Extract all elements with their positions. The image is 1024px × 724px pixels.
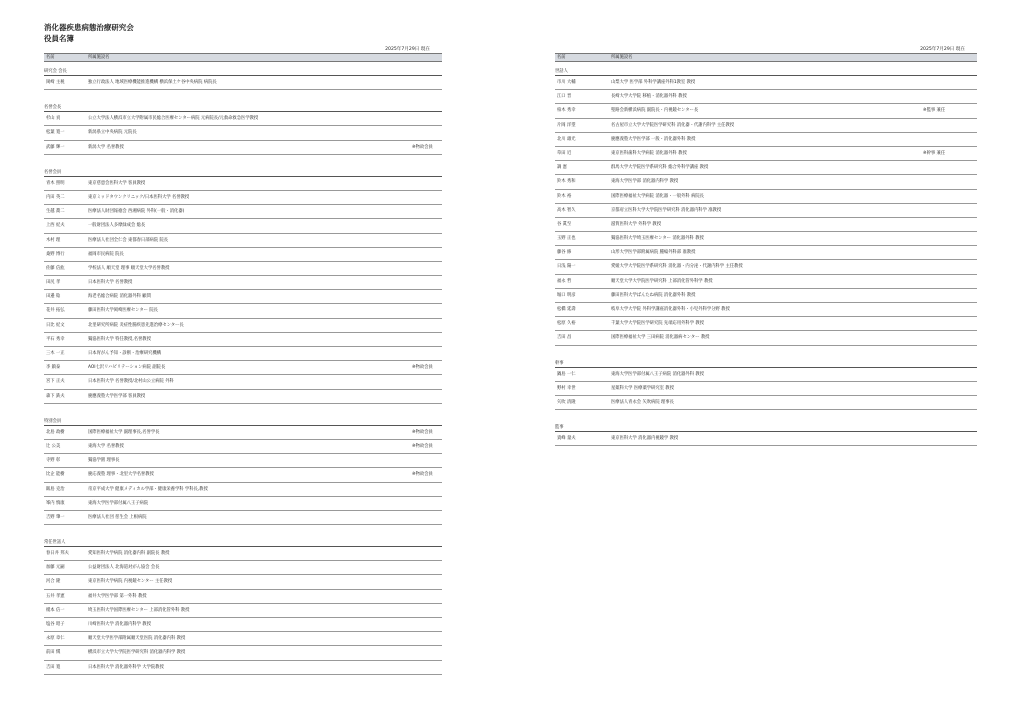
table-row: [555, 76, 977, 90]
table-row: [44, 304, 442, 318]
member-name: 佐藤 信紘: [46, 265, 65, 271]
header-affiliation: 所属施設名: [611, 55, 633, 60]
member-name: 片岡 洋望: [557, 122, 576, 128]
member-name: 福永 哲: [557, 278, 572, 284]
member-affiliation: 藤田医科大学岡崎医療センター 院長: [88, 308, 158, 314]
member-name: 鈴木 裕: [557, 193, 572, 199]
member-affiliation: 東海大学医学部 消化器内科学 教授: [611, 179, 679, 185]
table-row: [555, 246, 977, 260]
date-stamp: 2025年7月29日 現在: [920, 47, 965, 52]
table-row: [44, 468, 442, 482]
member-affiliation: 長崎大学大学院 移植・消化器外科 教授: [611, 94, 687, 100]
document-subtitle: 役員名簿: [44, 34, 74, 43]
member-name: 榎本 信一: [46, 607, 65, 613]
member-name: 高木 智久: [557, 207, 576, 213]
member-name: 堀口 明彦: [557, 292, 576, 298]
member-affiliation: 東京慈恵会医科大学 客員教授: [88, 180, 146, 186]
member-name: 青木 照明: [46, 180, 65, 186]
member-affiliation: 川崎医科大学 消化器内科学 教授: [88, 622, 151, 627]
member-affiliation: 埼玉医科大学国際医療センター 上部消化管外科 教授: [88, 607, 190, 613]
header-name: 名前: [557, 55, 566, 60]
member-affiliation: 医療法人青永会 矢吹病院 理事長: [611, 399, 674, 405]
member-name: 玉野 正也: [557, 236, 576, 242]
member-affiliation: 山梨大学 医学部 外科学講座外科1教室 教授: [611, 80, 696, 85]
member-name: 日浅 陽一: [557, 264, 576, 270]
member-affiliation: 聖路会新横浜病院 副院長・内視鏡センター長: [611, 108, 699, 114]
section-spacer: [555, 346, 977, 361]
member-name: 春日井 邦夫: [46, 551, 69, 557]
member-name: 五井 孝憲: [46, 593, 65, 599]
table-row: [44, 618, 442, 632]
member-affiliation: 新潟県立中央病院 元院長: [88, 130, 137, 136]
table-row: [44, 604, 442, 618]
member-name: 草田 近: [557, 150, 572, 156]
member-name: 桑野 博行: [46, 251, 65, 257]
table-row: [44, 575, 442, 589]
member-name: 貴峰 量夫: [557, 436, 576, 442]
member-name: 上西 紀夫: [46, 223, 65, 229]
section-title: 研究会 会長: [44, 69, 442, 76]
table-row: [44, 76, 442, 90]
member-name: 柏木 秀幸: [557, 108, 576, 114]
member-name: 矢吹 清隆: [557, 399, 576, 405]
member-affiliation: 医療法人社団 慈生会 上根病院: [88, 514, 147, 520]
member-affiliation: 山形大学医学部附属病院 腫瘍外科部 准教授: [611, 250, 696, 256]
member-name: 李 鎮泰: [46, 365, 61, 371]
member-affiliation: 国際医療福祉大学病院 消化器・一般外科 病院長: [611, 193, 704, 199]
table-row: [555, 303, 977, 317]
member-affiliation: 独立行政法人 地域医療機能推進機構 横浜保土ケ谷中央病院 病院長: [88, 80, 217, 85]
table-row: [44, 632, 442, 646]
member-note: ※物故会員: [412, 365, 433, 371]
member-name: 武藤 輝一: [46, 144, 65, 150]
table-row: [44, 248, 442, 262]
member-affiliation: 学校法人 順天堂 理事 順天堂大学名誉教授: [88, 265, 170, 271]
member-affiliation: 東京ミッドタウンクリニック/日本医科大学 名誉教授: [88, 194, 190, 200]
table-row: [555, 175, 977, 189]
member-name: 岡崎 主税: [46, 80, 65, 85]
member-affiliation: 国際医療福祉大学 副理事長,名誉学長: [88, 429, 160, 435]
member-affiliation: 一般財団法人多摩緑成会 総長: [88, 223, 146, 229]
table-row: [44, 590, 442, 604]
table-row: [555, 368, 977, 382]
table-header: [44, 53, 442, 62]
member-affiliation: 千葉大学大学院医学研究院 先端応用外科学 教授: [611, 321, 704, 327]
member-affiliation: 日本医科大学 消化器外科学 大学院教授: [88, 664, 164, 670]
member-affiliation: 東京医科歯科大学病院 消化器外科 教授: [611, 150, 687, 156]
member-name: 寺野 彰: [46, 458, 61, 464]
member-name: 調 憲: [557, 165, 567, 171]
member-name: 杉山 貢: [46, 116, 61, 122]
table-row: [555, 232, 977, 246]
right-column: [555, 46, 977, 446]
member-affiliation: 群馬大学大学院医学系研究科 総合外科学講座 教授: [611, 165, 709, 171]
table-row: [44, 561, 442, 575]
member-affiliation: 岐阜大学大学院 外科学講座消化器外科・小児外科学分野 教授: [611, 307, 730, 312]
table-row: [555, 432, 977, 446]
member-affiliation: 福岡市民病院 院長: [88, 251, 124, 257]
table-row: [555, 218, 977, 232]
member-name: 比企 能樹: [46, 472, 65, 478]
member-name: 平石 秀幸: [46, 336, 65, 342]
member-affiliation: 慶応義塾 理事・北里大学名誉教授: [88, 472, 154, 478]
table-header: [555, 53, 977, 62]
member-name: 松葉 寛一: [46, 130, 65, 136]
section-spacer: [555, 62, 977, 69]
section-title: 監事: [555, 425, 977, 432]
member-affiliation: 医療法人財団報徳会 西湘病院 外科(一般・消化器): [88, 209, 185, 215]
table-row: [555, 317, 977, 331]
table-row: [44, 375, 442, 389]
member-affiliation: 帝京平成大学 健康メディカル学部・健康栄養学科 学科長,教授: [88, 486, 208, 492]
member-name: 鍋島 一仁: [557, 371, 576, 377]
table-row: [44, 347, 442, 361]
member-affiliation: 横浜市立大学大学院医学研究科 消化器内科学 教授: [88, 650, 186, 656]
member-affiliation: 東海大学医学部付属八王子病院: [88, 500, 149, 506]
table-row: [44, 511, 442, 525]
table-row: [44, 661, 442, 675]
table-row: [555, 190, 977, 204]
table-row: [44, 426, 442, 440]
member-affiliation: 医療法人社団全仁会 東都春日部病院 院長: [88, 237, 169, 243]
member-affiliation: 京都府立医科大学大学院医学研究科 消化器内科学 准教授: [611, 207, 722, 213]
table-row: [44, 177, 442, 191]
member-affiliation: 滋賀医科大学 外科学 教授: [611, 221, 661, 227]
section-spacer: [44, 90, 442, 105]
member-note: ※物故会員: [412, 429, 433, 435]
table-row: [44, 219, 442, 233]
member-name: 日比 紀文: [46, 322, 65, 328]
section-title: 世話人: [555, 69, 977, 76]
header-name: 名前: [46, 55, 55, 60]
member-name: 松橋 延壽: [557, 307, 576, 312]
member-affiliation: 獨協学園 理事長: [88, 458, 120, 464]
member-note: ※物故会員: [412, 443, 433, 449]
member-affiliation: 愛知医科大学病院 消化器内科 副院長 教授: [88, 551, 170, 557]
member-name: 田邉 稔: [46, 294, 61, 300]
section-title: 特別会員: [44, 419, 442, 426]
table-row: [44, 361, 442, 375]
table-row: [555, 104, 977, 118]
member-affiliation: 東海大学医学部付属八王子病院 消化器外科 教授: [611, 371, 704, 377]
member-name: 市川 大輔: [557, 80, 576, 85]
section-spacer: [44, 404, 442, 419]
member-affiliation: 順天堂大学医学部附属順天堂医院 消化器内科 教授: [88, 636, 186, 642]
member-affiliation: 海老名総合病院 消化器外科 顧問: [88, 294, 151, 300]
section-title: 名誉会長: [44, 105, 442, 112]
member-name: 谷 眞至: [557, 221, 572, 227]
member-name: 宮下 正夫: [46, 379, 65, 385]
member-affiliation: 公立大学法人横浜市立大学附属市民総合医療センター病院 元病院長/元救命救急医学教授: [88, 116, 259, 122]
member-name: 吉田 昌: [557, 335, 572, 341]
table-row: [44, 141, 442, 155]
member-affiliation: 日本医科大学 名誉教授/北村山公立病院 外科: [88, 379, 174, 385]
member-affiliation: 東海大学 名誉教授: [88, 443, 124, 449]
member-name: 飯島 克治: [46, 486, 65, 492]
table-row: [44, 290, 442, 304]
member-affiliation: 日本胃がん予知・診断・治療研究機構: [88, 351, 162, 356]
member-name: 吉野 肇一: [46, 514, 65, 520]
member-name: 峯内 慎康: [46, 500, 65, 506]
table-row: [555, 204, 977, 218]
member-name: 内田 英二: [46, 194, 65, 200]
left-column: [44, 46, 442, 675]
member-affiliation: 藤田医科大学ばんたね病院 消化器外科 教授: [611, 292, 696, 298]
section-spacer: [44, 155, 442, 170]
table-row: [555, 275, 977, 289]
member-affiliation: 国際医療福祉大学 三田病院 消化器病センター 教授: [611, 335, 710, 341]
member-affiliation: 愛媛大学大学院医学系研究科 消化器・内分泌・代謝内科学 主任教授: [611, 264, 743, 270]
member-affiliation: 北里研究所病院 炎症性腸疾患先進治療センター長: [88, 322, 184, 328]
member-name: 花井 拓弘: [46, 308, 65, 314]
table-row: [44, 483, 442, 497]
member-affiliation: 獨協医科大学 特任教授,名誉教授: [88, 336, 151, 342]
member-name: 藤谷 修: [557, 250, 572, 256]
member-name: 吉田 寛: [46, 664, 61, 670]
document-title: 消化器疾患病態治療研究会: [44, 23, 134, 32]
table-row: [555, 331, 977, 345]
table-row: [44, 497, 442, 511]
member-affiliation: 慶應義塾大学医学部 客員教授: [88, 393, 146, 399]
member-affiliation: 順天堂大学大学院医学研究科 上部消化管外科学 教授: [611, 278, 713, 284]
section-spacer: [44, 525, 442, 540]
member-note: ※幹事 兼任: [923, 150, 946, 156]
table-row: [44, 547, 442, 561]
table-row: [555, 382, 977, 396]
table-row: [44, 390, 442, 404]
section-title: 常任世話人: [44, 540, 442, 547]
member-name: 野村 幸世: [557, 385, 576, 391]
member-name: 河合 隆: [46, 579, 61, 585]
member-name: 松原 久裕: [557, 321, 576, 327]
table-row: [44, 333, 442, 347]
member-name: 田尻 孝: [46, 280, 61, 286]
member-note: ※物故会員: [412, 144, 433, 150]
table-row: [555, 133, 977, 147]
table-row: [44, 454, 442, 468]
member-name: 辻 公美: [46, 443, 61, 449]
table-row: [44, 112, 442, 126]
table-row: [555, 260, 977, 274]
member-affiliation: 福井大学医学部 第一外科 教授: [88, 593, 147, 599]
member-affiliation: 東京医科大学病院 内視鏡センター 主任教授: [88, 579, 173, 585]
right-table-body: [555, 62, 977, 446]
member-name: 前田 愼: [46, 650, 61, 656]
table-row: [44, 191, 442, 205]
table-row: [44, 205, 442, 219]
section-spacer: [555, 410, 977, 425]
left-table-body: [44, 62, 442, 675]
table-row: [44, 126, 442, 140]
member-affiliation: 日本医科大学 名誉教授: [88, 280, 133, 286]
member-affiliation: 公益財団法人 北海道対がん協会 会長: [88, 565, 160, 571]
member-note: ※監事 兼任: [923, 108, 946, 114]
member-affiliation: 慶應義塾大学医学部 一般・消化器外科 教授: [611, 136, 696, 142]
table-row: [555, 396, 977, 410]
table-row: [44, 319, 442, 333]
section-title: 名誉会員: [44, 170, 442, 177]
member-affiliation: 東京医科大学 消化器内視鏡学 教授: [611, 436, 679, 442]
member-affiliation: 星薬科大学 医療薬学研究室 教授: [611, 385, 674, 391]
member-name: 北島 政樹: [46, 429, 65, 435]
member-name: 塩谷 昭子: [46, 622, 65, 627]
section-spacer: [44, 62, 442, 69]
date-stamp: 2025年7月29日 現在: [385, 47, 430, 52]
table-row: [555, 90, 977, 104]
table-row: [44, 234, 442, 248]
member-name: 森下 鉄夫: [46, 393, 65, 399]
table-row: [555, 161, 977, 175]
header-affiliation: 所属施設名: [88, 55, 110, 60]
table-row: [555, 289, 977, 303]
member-name: 加藤 元嗣: [46, 565, 65, 571]
table-row: [555, 147, 977, 161]
member-name: 江口 晋: [557, 94, 572, 100]
member-name: 北川 雄光: [557, 136, 576, 142]
table-row: [44, 440, 442, 454]
table-row: [44, 262, 442, 276]
member-affiliation: AOI七沢リハビリテーション病院 副院長: [88, 365, 166, 371]
member-name: 鈴木 秀和: [557, 179, 576, 185]
table-row: [44, 646, 442, 660]
member-affiliation: 新潟大学 名誉教授: [88, 144, 124, 150]
member-affiliation: 名古屋市立大学大学院医学研究科 消化器・代謝内科学 主任教授: [611, 122, 735, 128]
member-name: 三木 一正: [46, 351, 65, 356]
table-row: [44, 276, 442, 290]
member-name: 木村 理: [46, 237, 61, 243]
table-row: [555, 119, 977, 133]
member-affiliation: 獨協医科大学埼玉医療センター 消化器外科 教授: [611, 236, 704, 242]
member-name: 生越 喬二: [46, 209, 65, 215]
member-name: 永原 章仁: [46, 636, 65, 642]
member-note: ※物故会員: [412, 472, 433, 478]
section-title: 幹事: [555, 361, 977, 368]
